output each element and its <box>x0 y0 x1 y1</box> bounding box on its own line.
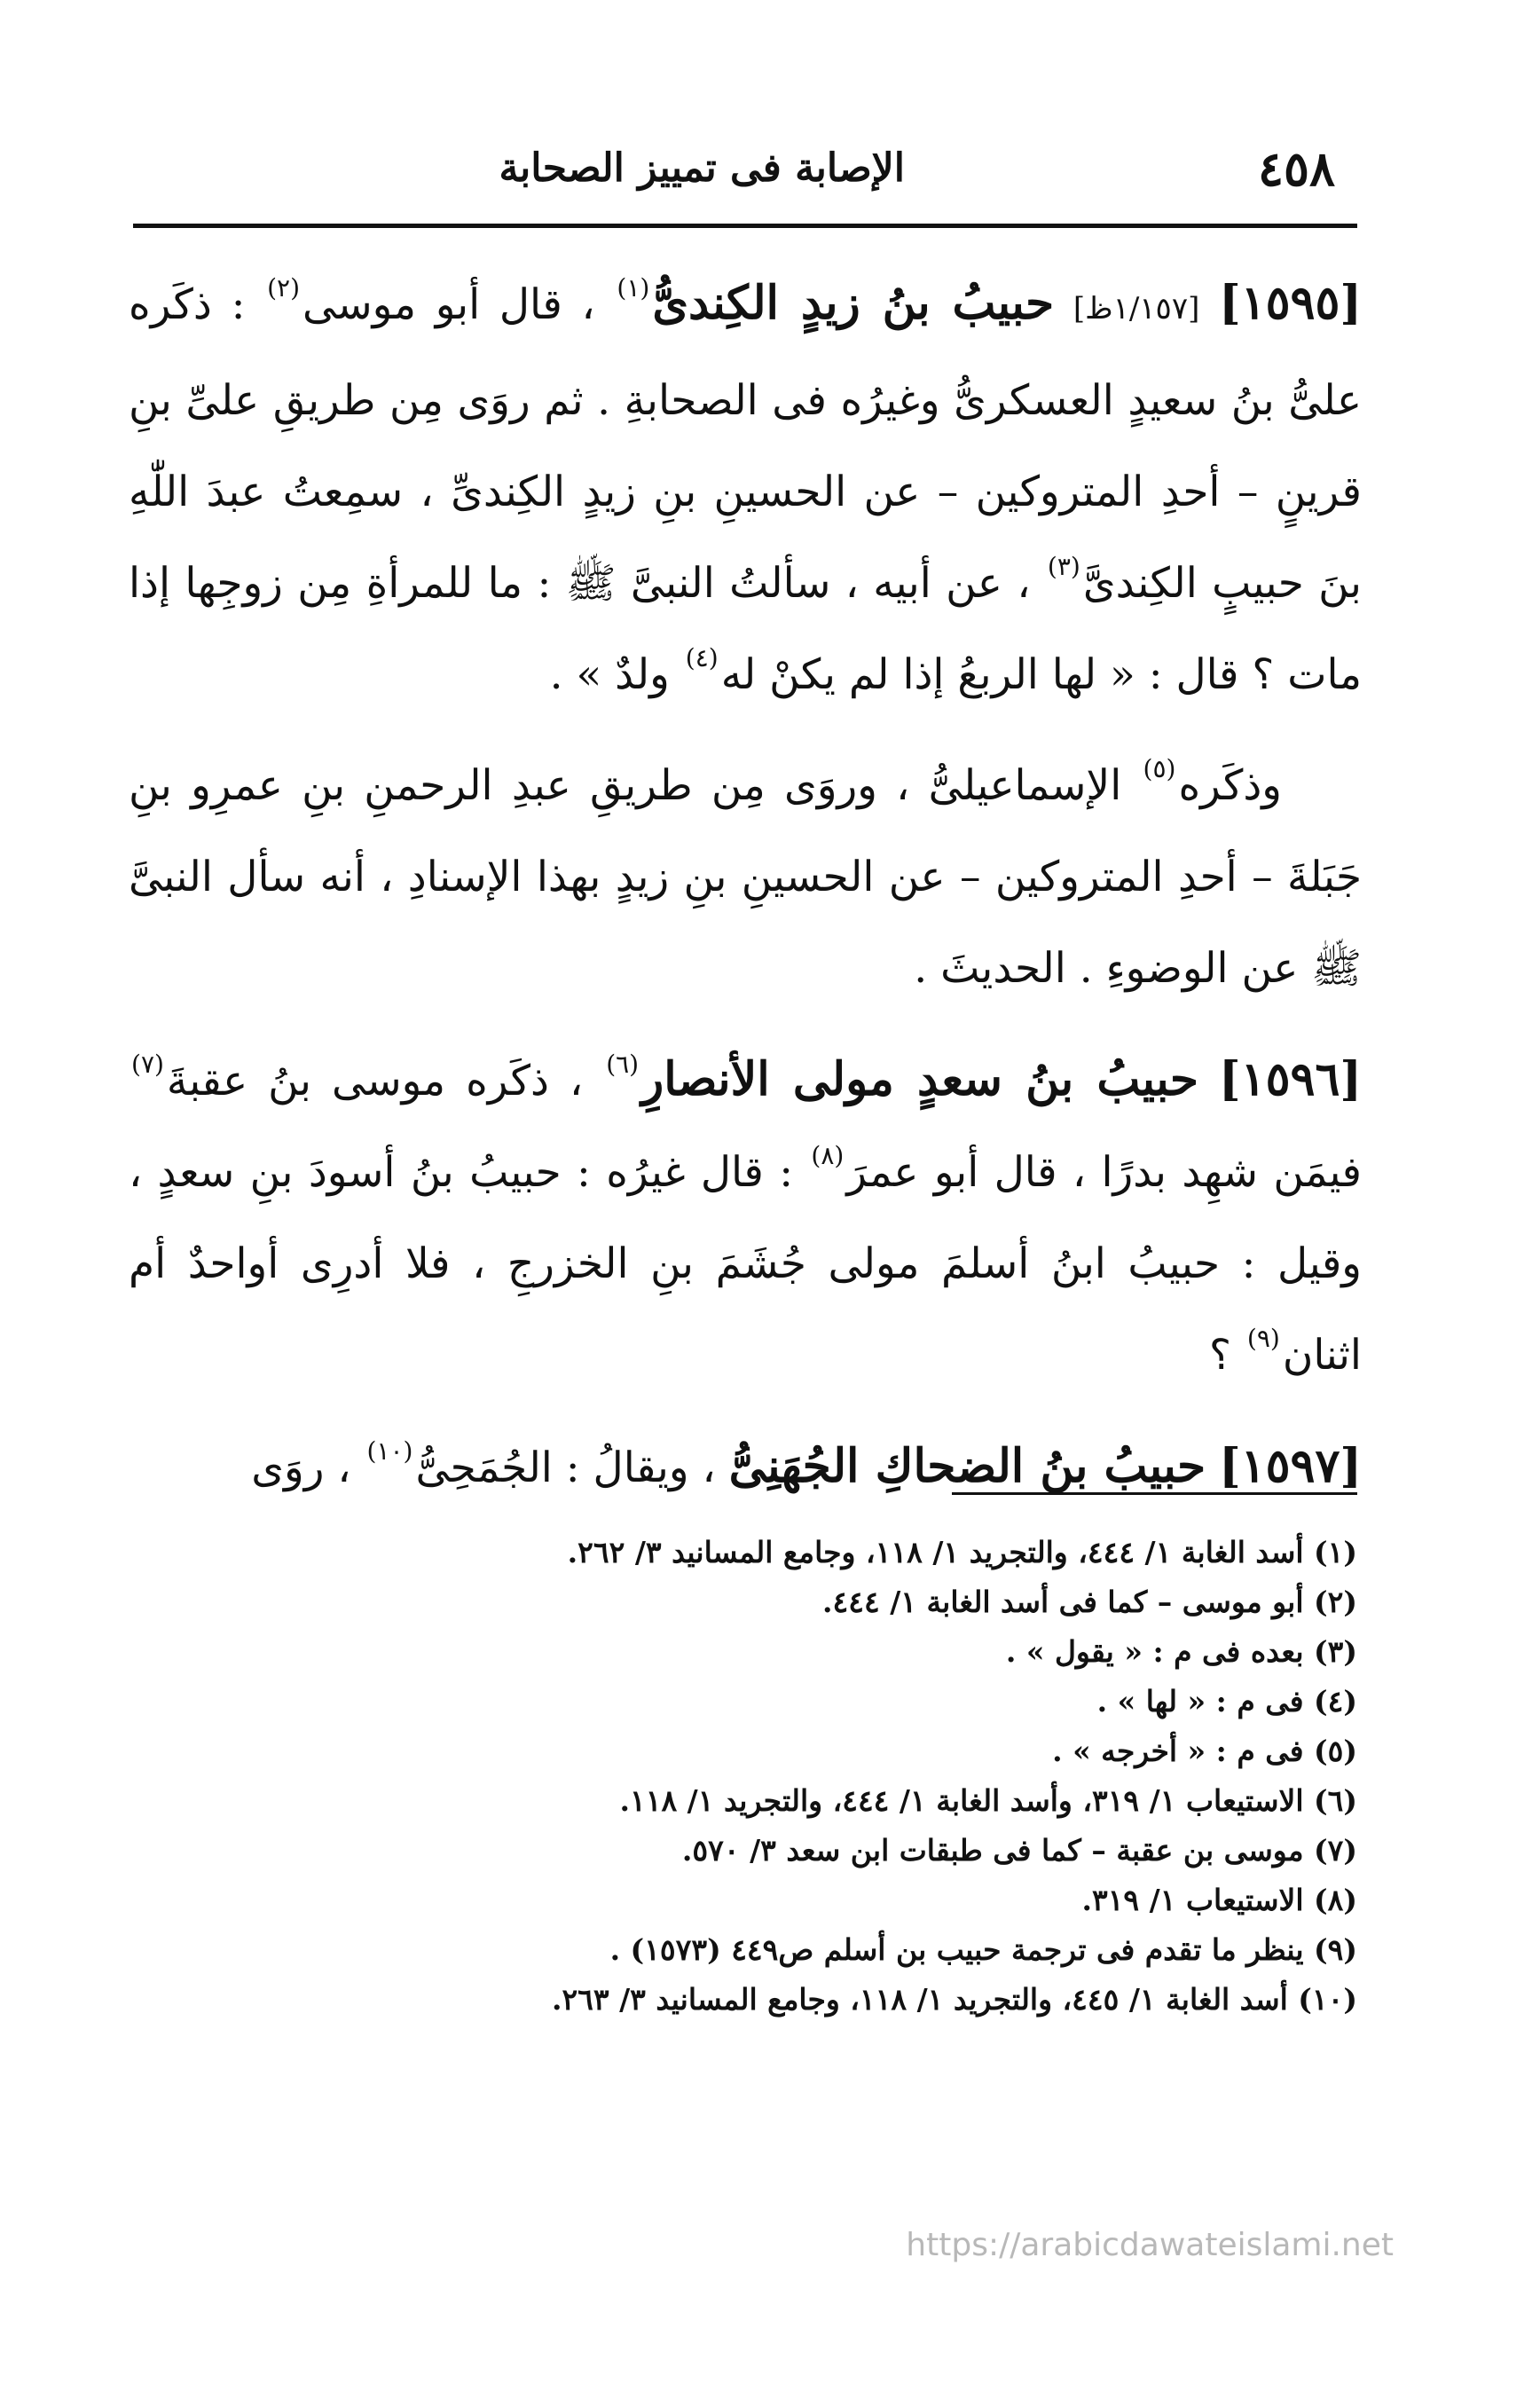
entry-text: ، عن أبيه ، سألتُ النبىَّ ﷺ : ما للمرأةِ مِن زوجِها إذا مات ؟ قال : « لها الربعُ إذا لم يكنْ له <box>129 559 1362 699</box>
entry-number: [١٥٩٦] <box>1219 1052 1362 1106</box>
footnote-ref: (٥) <box>1143 753 1176 783</box>
footnote-8: (٨) الاستيعاب ١/ ٣١٩. <box>1081 1883 1357 1917</box>
footnote-5: (٥) فى م : « أخرجه » . <box>1052 1734 1357 1768</box>
page-header <box>133 133 1357 204</box>
footnotes <box>408 1528 1357 2025</box>
footnote-ref: (٦) <box>606 1049 640 1079</box>
footnote-10: (١٠) أسد الغابة ١/ ٤٤٥، والتجريد ١/ ١١٨، وجامع المسانيد ٣/ ٢٦٣. <box>551 1982 1357 2017</box>
footnote-ref: (٤) <box>685 642 719 673</box>
entry-number: [١٥٩٥] <box>1219 276 1363 330</box>
entry-number: [١٥٩٧] <box>1219 1439 1362 1493</box>
footnote-4: (٤) فى م : « لها » . <box>1096 1684 1357 1719</box>
header-rule <box>133 224 1357 228</box>
footnote-ref: (٨) <box>811 1140 845 1170</box>
footnote-ref: (٣) <box>1047 551 1080 581</box>
entry-text: ، ذكَره موسى بنُ عقبةَ <box>166 1057 604 1105</box>
entry-1597 <box>129 1420 1362 1514</box>
watermark-url: https://arabicdawateislami.net <box>906 2227 1394 2263</box>
entry-text: ؟ <box>1209 1331 1245 1380</box>
body-text <box>129 257 1362 1533</box>
entry-text: ، ويقالُ : الجُمَحِىُّ <box>415 1443 729 1492</box>
entry-text: ، روَى <box>251 1443 365 1492</box>
footnote-6: (٦) الاستيعاب ١/ ٣١٩، وأسد الغابة ١/ ٤٤٤، والتجريد ١/ ١١٨. <box>619 1783 1357 1818</box>
footnote-9: (٩) ينظر ما تقدم فى ترجمة حبيب بن أسلم ص٤٤٩ (١٥٧٣) . <box>609 1932 1357 1967</box>
entry-text: : ذكَره علىُّ بنُ سعيدٍ العسكرىُّ وغيرُه فى الصحابةِ . ثم روَى مِن طريقِ علىِّ بنِ قرينٍ – أحدِ المتروكين – عن الحسينِ بنِ زيدٍ الكِندىِّ ، سمِعتُ عبدَ اللّٰهِ بنَ حبيبٍ الكِندىَّ <box>129 280 1362 608</box>
footnote-rule <box>952 1492 1357 1495</box>
running-title: الإصابة فى تمييز الصحابة <box>499 146 905 191</box>
entry-1595 <box>129 257 1362 720</box>
footnote-ref: (٩) <box>1246 1323 1280 1353</box>
footnote-3: (٣) بعده فى م : « يقول » . <box>1005 1634 1357 1669</box>
footnote-1: (١) أسد الغابة ١/ ٤٤٤، والتجريد ١/ ١١٨، وجامع المسانيد ٣/ ٢٦٢. <box>567 1535 1357 1569</box>
page-number: ٤٥٨ <box>1257 140 1335 197</box>
entry-text: فيمَن شهِد بدرًا ، قال أبو عمرَ <box>846 1148 1363 1197</box>
entry-text: وذكَره <box>1178 761 1282 810</box>
entry-text: : قال غيرُه : حبيبُ بنُ أسودَ بنِ سعدٍ ، وقيل : حبيبُ ابنُ أسلمَ مولى جُشَمَ بنِ الخزرجِ ، فلا أدرِى أواحدٌ أم اثنان <box>129 1148 1362 1380</box>
footnote-ref: (١) <box>617 272 650 303</box>
entry-name: حبيبُ بنُ زيدٍ الكِندىُّ <box>652 276 1055 330</box>
entry-name: حبيبُ بنُ سعدٍ مولى الأنصارِ <box>641 1052 1199 1106</box>
entry-text: ولدٌ » . <box>549 650 683 699</box>
entry-1595-continuation <box>129 740 1362 1014</box>
folio-marker: [١/١٥٧ظ] <box>1072 291 1200 326</box>
entry-text: الإسماعيلىُّ ، وروَى مِن طريقِ عبدِ الرحمنِ بنِ عمرِو بنِ جَبَلةَ – أحدِ المتروكين – عن الحسينِ بنِ زيدٍ بهذا الإسنادِ ، أنه سأل النبىَّ ﷺ عن الوضوءِ . الحديثَ . <box>129 761 1362 993</box>
entry-1596 <box>129 1034 1362 1401</box>
entry-name: حبيبُ بنُ الضحاكِ الجُهَنِىُّ <box>728 1439 1206 1493</box>
footnote-ref: (١٠) <box>366 1435 413 1466</box>
footnote-7: (٧) موسى بن عقبة – كما فى طبقات ابن سعد ٣/ ٥٧٠. <box>681 1833 1357 1868</box>
footnote-2: (٢) أبو موسى – كما فى أسد الغابة ١/ ٤٤٤. <box>822 1585 1357 1619</box>
footnote-ref: (٢) <box>267 272 301 303</box>
footnote-ref: (٧) <box>131 1049 164 1079</box>
entry-text: ، قال أبو موسى <box>302 280 615 329</box>
